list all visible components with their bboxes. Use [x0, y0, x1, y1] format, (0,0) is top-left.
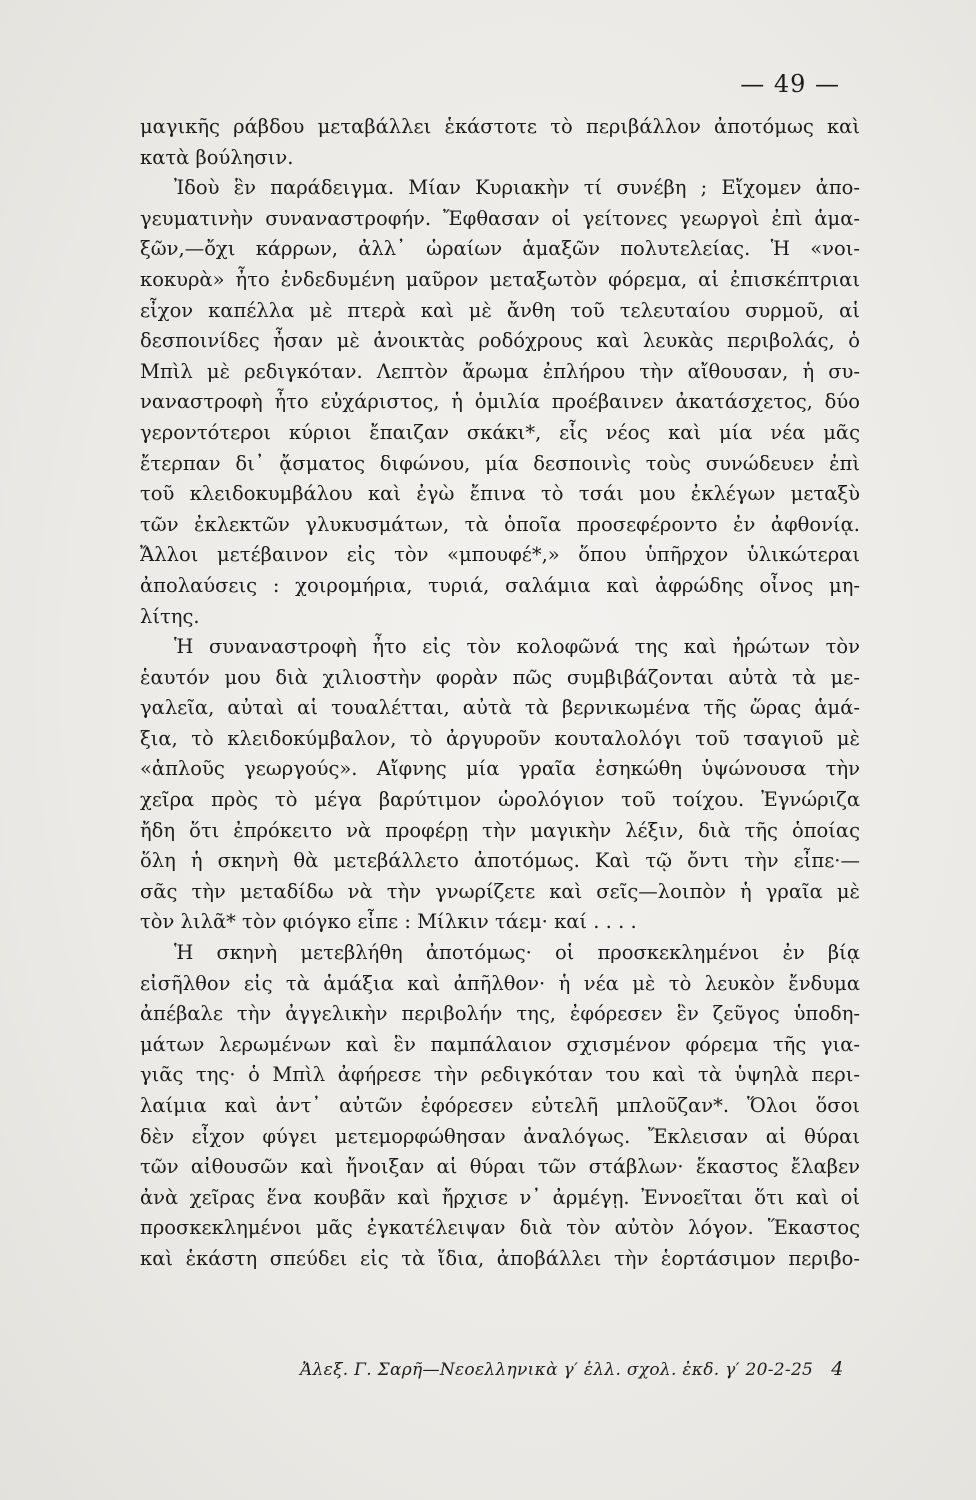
- signature-mark: 4: [831, 1358, 844, 1380]
- text-line: κοκυρὰ» ἦτο ἐνδεδυμένη μαῦρον μεταξωτὸν φόρεμα, αἱ ἐπισκέπτριαι: [140, 267, 860, 291]
- text-line: ναναστροφὴ ἦτο εὐχάριστος, ἡ ὁμιλία προέβαινεν ἀκατάσχετος, δύο: [140, 390, 860, 414]
- text-line: ὅλη ἡ σκηνὴ θὰ μετεβάλλετο ἀποτόμως. Καὶ τῷ ὄντι τὴν εἶπε·—: [140, 849, 860, 873]
- text-line: δεσποινίδες ἦσαν μὲ ἀνοικτὰς ροδόχρους καὶ λευκὰς περιβολάς, ὁ: [140, 329, 860, 353]
- body-text: [140, 112, 860, 1275]
- text-line: ἔτερπαν δι᾽ ᾄσματος διφώνου, μία δεσποινὶς τοὺς συνώδευεν ἐπὶ: [140, 451, 860, 475]
- text-line: λίτης.: [140, 604, 200, 628]
- text-line: τῶν αἰθουσῶν καὶ ἤνοιξαν αἱ θύραι τῶν στάβλων· ἕκαστος ἔλαβεν: [140, 1155, 860, 1179]
- text-line: ἑαυτόν μου διὰ χιλιοστὴν φορὰν πῶς συμβιβάζονται αὐτὰ τὰ με-: [140, 665, 860, 689]
- text-line: ἤδη ὅτι ἐπρόκειτο νὰ προφέρῃ τὴν μαγικὴν λέξιν, διὰ τῆς ὁποίας: [140, 818, 860, 842]
- text-line: Μπὶλ μὲ ρεδιγκόταν. Λεπτὸν ἄρωμα ἐπλήρου τὴν αἴθουσαν, ἡ συ-: [140, 359, 860, 383]
- text-line: ἀνὰ χεῖρας ἕνα κουβᾶν καὶ ἤρχισε ν᾽ ἀρμέγῃ. Ἐννοεῖται ὅτι καὶ οἱ: [140, 1185, 860, 1209]
- text-line: μαγικῆς ράβδου μεταβάλλει ἑκάστοτε τὸ περιβάλλον ἀποτόμως καὶ: [140, 115, 860, 138]
- text-line: γεροντότεροι κύριοι ἔπαιζαν σκάκι*, εἷς νέος καὶ μία νέα μᾶς: [140, 420, 860, 444]
- text-line: ξῶν,—ὄχι κάρρων, ἀλλ᾽ ὡραίων ἁμαξῶν πολυτελείας. Ἡ «νοι-: [140, 237, 860, 261]
- text-line: γιᾶς της· ὁ Μπὶλ ἀφήρεσε τὴν ρεδιγκόταν του καὶ τὰ ὑψηλὰ περι-: [140, 1063, 860, 1087]
- text-line: δὲν εἶχον φύγει μετεμορφώθησαν ἀναλόγως. Ἔκλεισαν αἱ θύραι: [140, 1124, 860, 1148]
- text-line: λαίμια καὶ ἀντ᾽ αὐτῶν ἐφόρεσεν εὐτελῆ μπλοῦζαν*. Ὅλοι ὅσοι: [140, 1094, 860, 1117]
- text-line: καὶ ἑκάστη σπεύδει εἰς τὰ ἴδια, ἀποβάλλει τὴν ἑορτάσιμον περιβο-: [140, 1246, 860, 1270]
- text-line: ἀπέβαλε τὴν ἀγγελικὴν περιβολήν της, ἐφόρεσεν ἓν ζεῦγος ὑποδη-: [140, 1002, 860, 1026]
- footer-imprint: Ἀλεξ. Γ. Σαρῆ—Νεοελληνικὰ γ′ ἑλλ. σχολ. ἐκδ. γ′ 20-2-25: [300, 1360, 814, 1380]
- text-line: τοῦ κλειδοκυμβάλου καὶ ἐγὼ ἔπινα τὸ τσάι μου ἐκλέγων μεταξὺ: [140, 482, 860, 506]
- text-line: Ἡ σκηνὴ μετεβλήθη ἀποτόμως· οἱ προσκεκλημένοι ἐν βίᾳ: [174, 941, 860, 965]
- printer-footer: [300, 1358, 844, 1380]
- text-line: Ἰδοὺ ἓν παράδειγμα. Μίαν Κυριακὴν τί συνέβη ; Εἴχομεν ἀπο-: [174, 176, 860, 200]
- text-line: Ἡ συναναστροφὴ ἦτο εἰς τὸν κολοφῶνά της καὶ ἠρώτων τὸν: [174, 635, 860, 659]
- text-line: Ἄλλοι μετέβαινον εἰς τὸν «μπουφέ*,» ὅπου ὑπῆρχον ὑλικώτεραι: [140, 543, 860, 567]
- text-line: γαλεῖα, αὐταὶ αἱ τουαλέτται, αὐτὰ τὰ βερνικωμένα τῆς ὥρας ἁμά-: [140, 696, 860, 720]
- text-line: τῶν ἐκλεκτῶν γλυκυσμάτων, τὰ ὁποῖα προσεφέροντο ἐν ἀφθονίᾳ.: [140, 512, 860, 536]
- text-line: κατὰ βούλησιν.: [140, 145, 294, 169]
- text-line: μάτων λερωμένων καὶ ἓν παμπάλαιον σχισμένον φόρεμα τῆς για-: [140, 1032, 860, 1056]
- page-number: — 49 —: [740, 70, 840, 98]
- text-line: τὸν λιλᾶ* τὸν φιόγκο εἶπε : Μίλκιν τάεμ· καί . . . .: [140, 910, 637, 934]
- text-line: ξια, τὸ κλειδοκύμβαλον, τὸ ἀργυροῦν κουταλολόγι τοῦ τσαγιοῦ μὲ: [140, 726, 860, 750]
- text-line: χεῖρα πρὸς τὸ μέγα βαρύτιμον ὡρολόγιον τοῦ τοίχου. Ἐγνώριζα: [140, 788, 860, 812]
- text-line: γευματινὴν συναναστροφήν. Ἔφθασαν οἱ γείτονες γεωργοὶ ἐπὶ ἁμα-: [140, 206, 860, 230]
- text-line: εἶχον καπέλλα μὲ πτερὰ καὶ μὲ ἄνθη τοῦ τελευταίου συρμοῦ, αἱ: [140, 298, 860, 322]
- text-line: προσκεκλημένοι μᾶς ἐγκατέλειψαν διὰ τὸν αὐτὸν λόγον. Ἕκαστος: [140, 1216, 860, 1240]
- text-line: εἰσῆλθον εἰς τὰ ἁμάξια καὶ ἀπῆλθον· ἡ νέα μὲ τὸ λευκὸν ἔνδυμα: [140, 971, 860, 995]
- text-line: σᾶς τὴν μεταδίδω νὰ τὴν γνωρίζετε καὶ σεῖς—λοιπὸν ἡ γραῖα μὲ: [140, 879, 860, 903]
- text-line: «ἁπλοῦς γεωργούς». Αἴφνης μία γραῖα ἐσηκώθη ὑψώνουσα τὴν: [140, 757, 860, 781]
- text-line: ἀπολαύσεις : χοιρομήρια, τυριά, σαλάμια καὶ ἀφρώδης οἶνος μη-: [140, 573, 860, 597]
